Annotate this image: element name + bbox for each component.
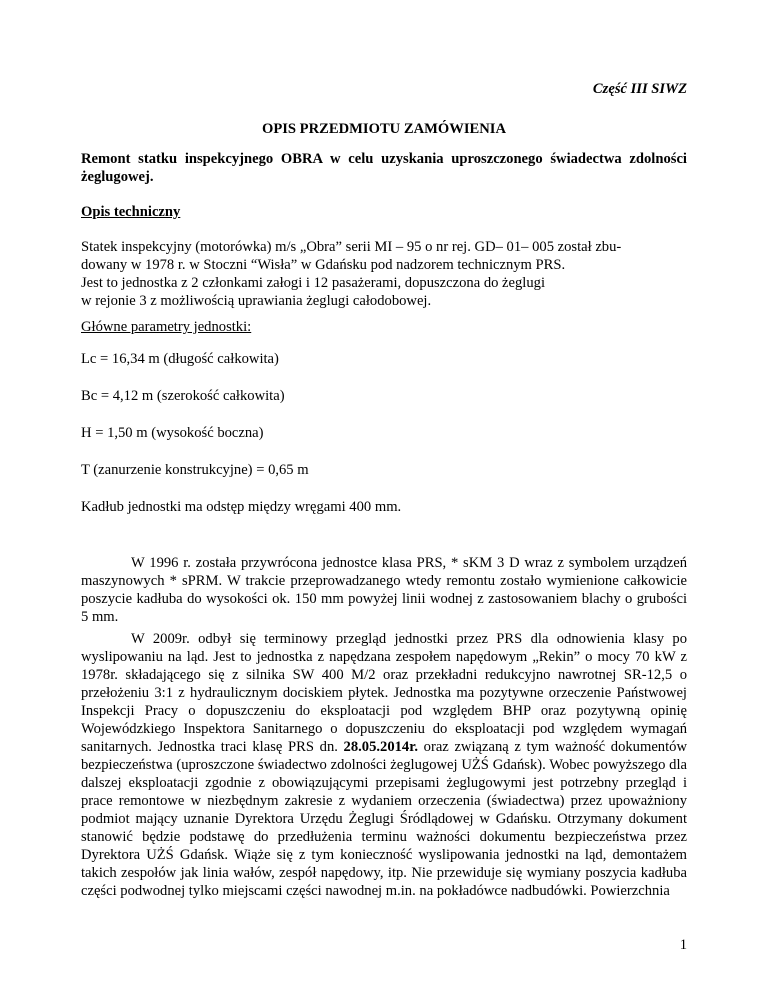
class-expiry-date: 28.05.2014r. [343,739,419,755]
parameters-heading: Główne parametry jednostki: [81,319,252,335]
intro-line: w rejonie 3 z możliwością uprawiania żeglugi całodobowej. [81,293,432,309]
subject-line: Remont statku inspekcyjnego OBRA w celu uzyskania uproszczonego świadectwa zdolności żeglugowej. [81,151,687,185]
intro-line: Statek inspekcyjny (motorówka) m/s „Obra” serii MI – 95 o nr rej. GD– 01– 005 został zbu- [81,239,622,255]
page-number: 1 [679,937,687,953]
intro-line: Jest to jednostka z 2 członkami załogi i 12 pasażerami, dopuszczona do żeglugi [81,275,546,291]
paragraph-2009-text-start: W 2009r. odbył się terminowy przegląd jednostki przez PRS dla odnowienia klasy po wyslipowaniu na ląd. Jest to jednostka z napędzana zespołem napędowym „Rekin” o mocy 70 kW z 1978r. składającego się z silnika SW 400 M/2 oraz przekładni redukcyjno nawrotnej SR-12,5 o przełożeniu 3:1 z hydraulicznym dociskiem płytek. Jednostka ma pozytywne orzeczenie Państwowej Inspekcji Pracy o dopuszczeniu do eksploatacji pod względem BHP oraz pozytywną opinię Wojewódzkiego Inspektora Sanitarnego o dopuszczeniu do eksploatacji pod względem wymagań sanitarnych. Jednostka traci klasę PRS dn. [81,631,687,755]
paragraph-2009 [81,630,687,900]
document-title: OPIS PRZEDMIOTU ZAMÓWIENIA [261,121,507,137]
intro-text [81,238,687,310]
paragraph-1996: W 1996 r. została przywrócona jednostce klasa PRS, * sKM 3 D wraz z symbolem urządzeń maszynowych * sPRM. W trakcie przeprowadzanego wtedy remontu zostało wymienione całkowicie poszycie kadłuba do wysokości ok. 150 mm powyżej linii wodnej z zastosowaniem blachy o grubości 5 mm. [81,555,687,625]
parameter-height: H = 1,50 m (wysokość boczna) [81,425,264,441]
paragraph-2009-text-end: oraz związaną z tym ważność dokumentów bezpieczeństwa (uproszczone świadectwo zdolności żeglugowej UŻŚ Gdańsk). Wobec powyższego dla dalszej eksploatacji zgodnie z obowiązującymi przepisami żeglugowymi jest potrzebny przegląd i prace remontowe w niezbędnym zakresie z wydaniem orzeczenia (świadectwa) przez upoważniony podmiot mający uznanie Dyrektora Urzędu Żeglugi Śródlądowej w Gdańsku. Otrzymany dokument stanowić będzie podstawę do przedłużenia terminu ważności dokumentu bezpieczeństwa przez Dyrektora UŻŚ Gdańsk. Wiąże się z tym konieczność wyslipowania jednostki na ląd, demontażem takich zespołów jak linia wałów, zespół napędowy, itp. Nie przewiduje się wymiany poszycia kadłuba części podwodnej tylko miejscami części nawodnej m.in. na pokładówce nadbudówki. Powierzchnia [81,739,687,899]
section-reference: Część III SIWZ [592,81,687,97]
intro-line: dowany w 1978 r. w Stoczni “Wisła” w Gdańsku pod nadzorem technicznym PRS. [81,257,566,273]
technical-description-heading: Opis techniczny [81,204,181,220]
parameter-frame-spacing: Kadłub jednostki ma odstęp między wręgami 400 mm. [81,499,402,515]
parameter-draught: T (zanurzenie konstrukcyjne) = 0,65 m [81,462,309,478]
parameter-width: Bc = 4,12 m (szerokość całkowita) [81,388,285,404]
parameter-length: Lc = 16,34 m (długość całkowita) [81,351,279,367]
